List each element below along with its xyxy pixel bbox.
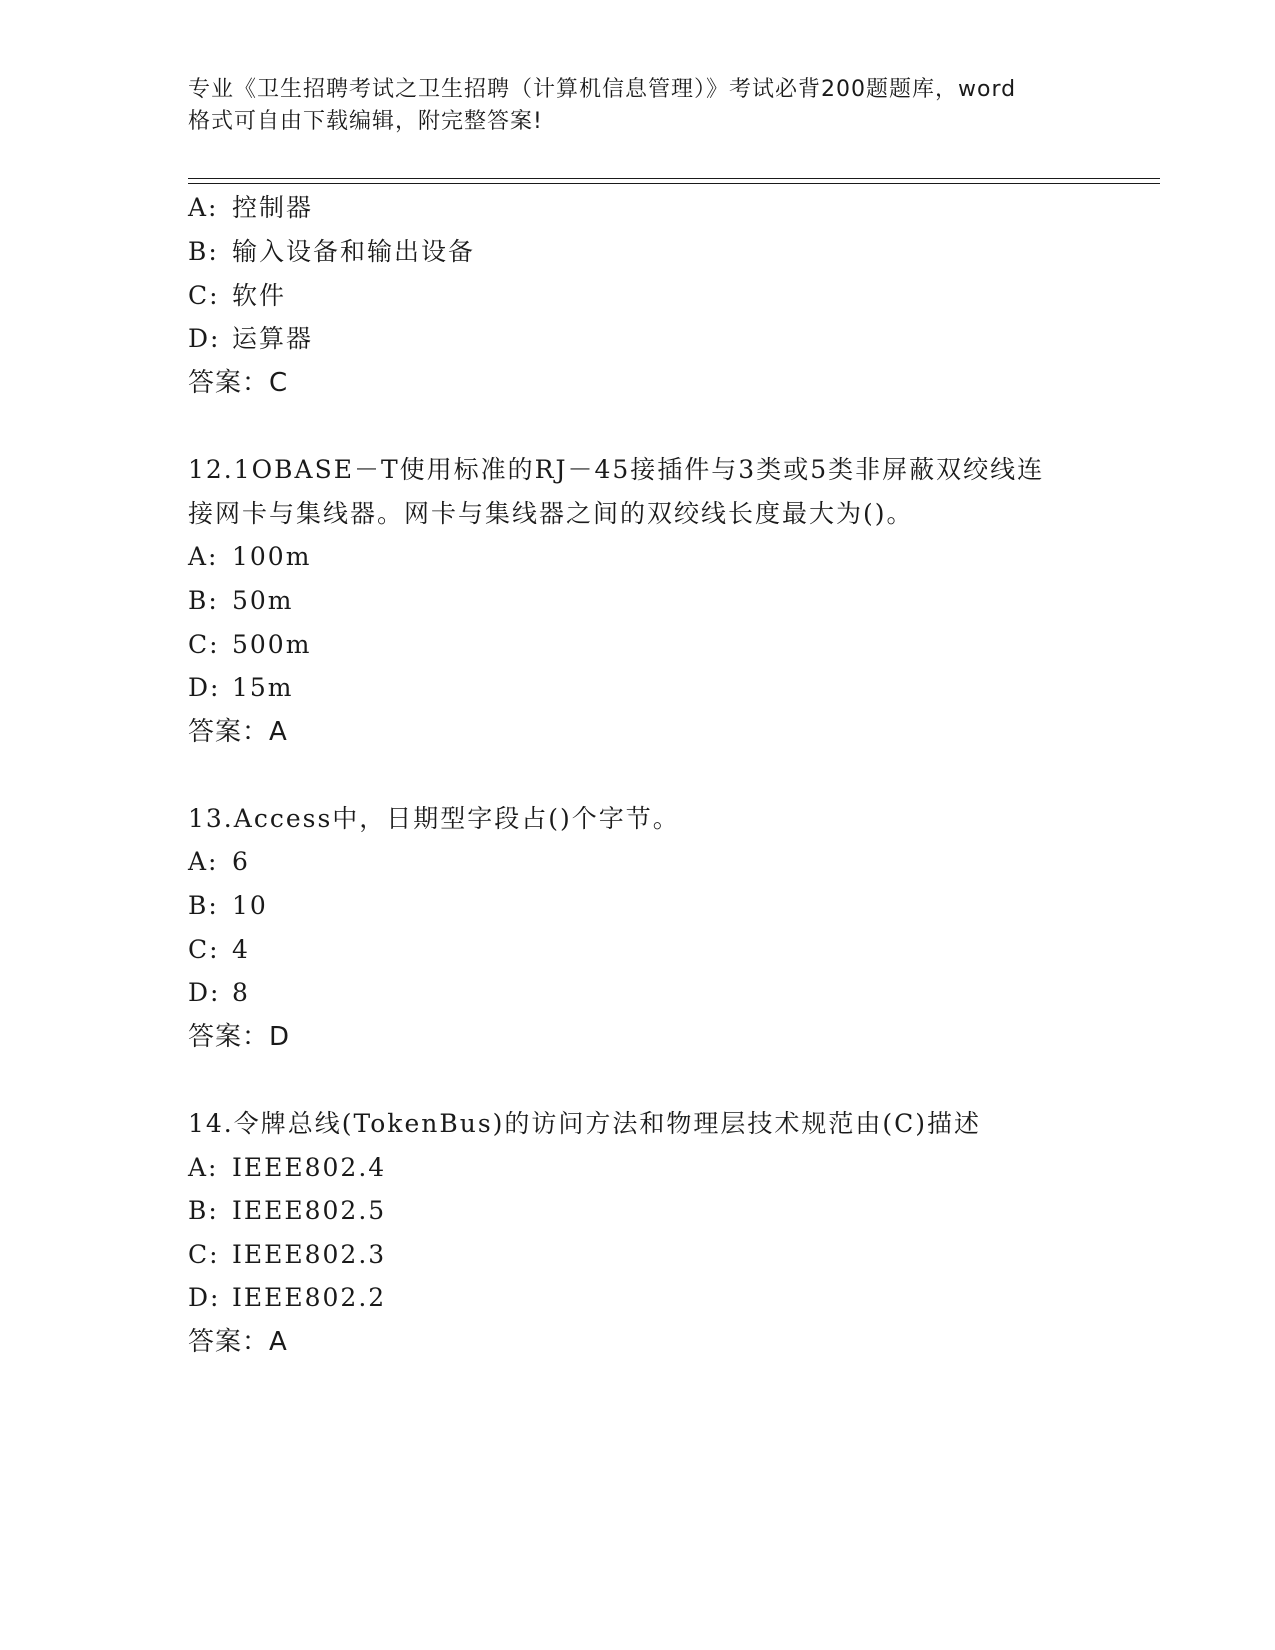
option-letter: C: <box>188 935 220 964</box>
q11-answer: 答案：C <box>188 368 289 398</box>
option-text: 6 <box>232 847 250 876</box>
q14-option-a <box>188 1153 386 1183</box>
option-text: 50m <box>232 586 294 615</box>
option-letter: D: <box>188 324 221 353</box>
option-letter: A: <box>188 542 219 571</box>
option-text: 100m <box>232 542 312 571</box>
option-text: 输入设备和输出设备 <box>232 237 476 266</box>
option-text: IEEE802.2 <box>232 1283 387 1312</box>
option-text: 8 <box>232 978 250 1007</box>
q11-option-c <box>188 281 286 311</box>
option-letter: B: <box>188 1196 219 1225</box>
q12-stem-line-1: 12.1OBASE－T使用标准的RJ－45接插件与3类或5类非屏蔽双绞线连 <box>188 455 1045 484</box>
q12-option-d <box>188 673 294 703</box>
q11-option-b <box>188 237 475 267</box>
option-letter: B: <box>188 586 219 615</box>
q13-option-b <box>188 891 268 921</box>
option-letter: B: <box>188 891 219 920</box>
option-letter: C: <box>188 630 220 659</box>
option-letter: D: <box>188 1283 221 1312</box>
header-line-1: 专业《卫生招聘考试之卫生招聘（计算机信息管理）》考试必背200题题库，word <box>188 77 1017 102</box>
document-header <box>188 74 1088 138</box>
q12-stem-line-2: 接网卡与集线器。网卡与集线器之间的双绞线长度最大为()。 <box>188 499 914 528</box>
q14-option-b <box>188 1196 386 1226</box>
option-letter: A: <box>188 193 219 222</box>
option-letter: C: <box>188 1240 220 1269</box>
q11-option-a <box>188 193 313 223</box>
option-letter: A: <box>188 847 219 876</box>
q14-answer: 答案：A <box>188 1327 288 1357</box>
option-text: IEEE802.3 <box>232 1240 387 1269</box>
option-letter: D: <box>188 978 221 1007</box>
q14-stem-line-1: 14.令牌总线(TokenBus)的访问方法和物理层技术规范由(C)描述 <box>188 1109 982 1138</box>
option-text: 软件 <box>232 281 287 310</box>
q12-option-b <box>188 586 294 616</box>
option-letter: D: <box>188 673 221 702</box>
q12-option-a <box>188 542 311 572</box>
option-text: 15m <box>232 673 294 702</box>
header-rule-top <box>188 178 1160 179</box>
option-letter: A: <box>188 1153 219 1182</box>
option-text: IEEE802.5 <box>232 1196 387 1225</box>
option-letter: B: <box>188 237 219 266</box>
q13-option-c <box>188 935 250 965</box>
option-text: 运算器 <box>232 324 314 353</box>
option-text: IEEE802.4 <box>232 1153 387 1182</box>
q12-option-c <box>188 630 311 660</box>
q13-answer: 答案：D <box>188 1022 291 1052</box>
option-text: 控制器 <box>232 193 314 222</box>
q13-option-a <box>188 847 250 877</box>
q14-option-d <box>188 1283 386 1313</box>
option-text: 500m <box>232 630 312 659</box>
option-text: 4 <box>232 935 250 964</box>
q12-answer: 答案：A <box>188 717 288 747</box>
option-text: 10 <box>232 891 268 920</box>
q11-option-d <box>188 324 313 354</box>
option-letter: C: <box>188 281 220 310</box>
header-line-2: 格式可自由下载编辑，附完整答案! <box>188 109 543 134</box>
q13-stem-line-1: 13.Access中，日期型字段占()个字节。 <box>188 804 680 833</box>
q14-option-c <box>188 1240 386 1270</box>
header-rule-bottom <box>188 183 1160 184</box>
q13-option-d <box>188 978 250 1008</box>
